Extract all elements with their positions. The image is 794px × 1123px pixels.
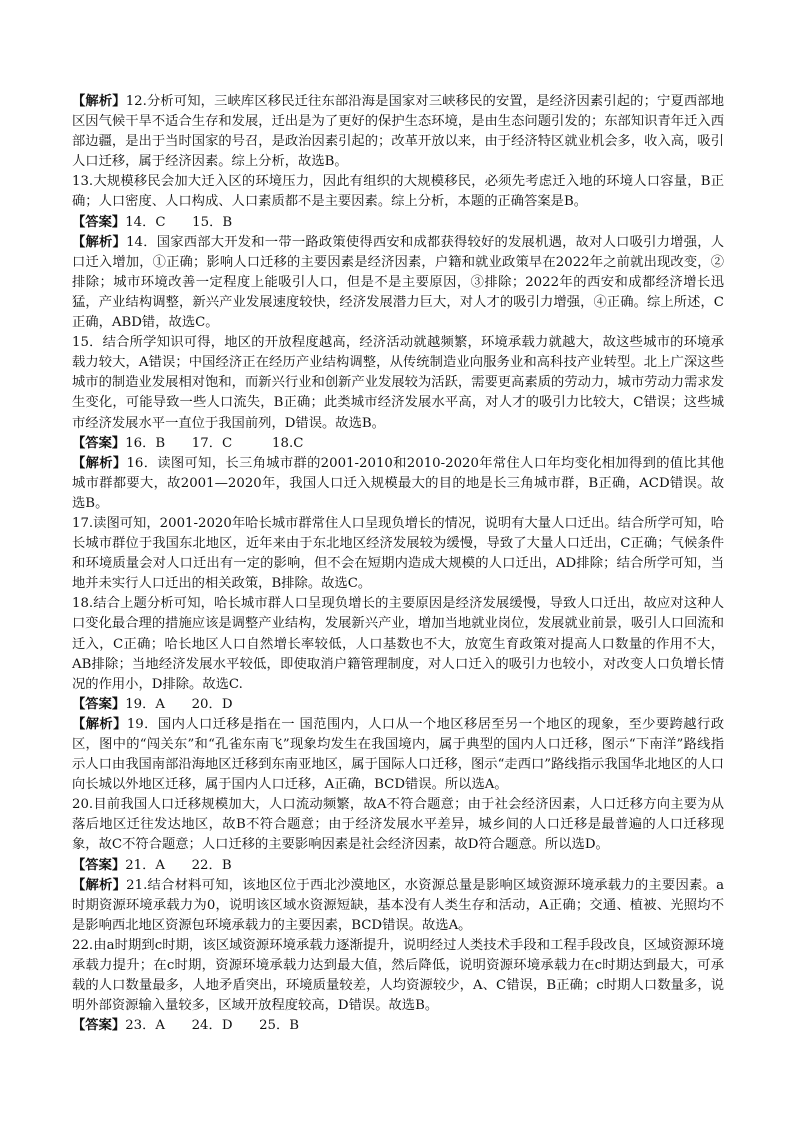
paragraph-text: 17.读图可知，2001-2020年哈长城市群常住人口呈现负增长的情况，说明有大量人口迁出。结合所学可知，哈长城市群位于我国东北地区，近年来由于东北地区经济发展较为缓慢，导致了大量人口迁出，C正确；气候条件和环境质量会对人口迁出有一定的影响，但不会在短期内造成大规模的人口迁出，AD排除；结合所学可知，当地并未实行人口迁出的相关政策，B排除。故选C。 <box>72 515 724 592</box>
answer-paragraph <box>72 233 724 333</box>
section-tag: 【解析】 <box>72 234 127 250</box>
answer-paragraph <box>72 936 724 1016</box>
paragraph-text: 23．A 24．D 25．B <box>125 1018 300 1034</box>
paragraph-text: 14．国家西部大开发和一带一路政策使得西安和成都获得较好的发展机遇，故对人口吸引力增强，人口迁入增加，①正确；影响人口迁移的主要因素是经济因素，户籍和就业政策早在2022年之前就出现改变，②排除；城市环境改善一定程度上能吸引人口，但是不是主要原因，③排除；2022年的西安和成都经济增长迅猛，产业结构调整，新兴产业发展速度较快，经济发展潜力巨大，对人才的吸引力增强，④正确。综上所述，C正确，ABD错，故选C。 <box>72 234 725 331</box>
paragraph-text: 16．读图可知，长三角城市群的2001-2010和2010-2020年常住人口年均变化相加得到的值比其他城市群都要大，故2001—2020年，我国人口迁入规模最大的目的地是长三角城市群，B正确，ACD错误。故选B。 <box>72 455 725 511</box>
answer-paragraph <box>72 92 724 172</box>
paragraph-text: 14．C 15．B <box>125 214 233 230</box>
answer-paragraph <box>72 454 724 514</box>
answer-paragraph <box>72 333 724 433</box>
answer-paragraph <box>72 434 724 454</box>
section-tag: 【答案】 <box>72 214 126 230</box>
answer-paragraph <box>72 514 724 594</box>
answer-paragraph <box>72 594 724 694</box>
paragraph-text: 21．A 22．B <box>125 857 232 873</box>
answer-paragraph <box>72 715 724 795</box>
paragraph-text: 20.目前我国人口迁移规模加大，人口流动频繁，故A不符合题意；由于社会经济因素，人口迁移方向主要为从落后地区迁往发达地区，故B不符合题意；由于经济发展水平差异，城乡间的人口迁移是最普遍的人口迁移现象，故C不符合题意；人口迁移的主要影响因素是社会经济因素，故D符合题意。所以选D。 <box>72 797 724 853</box>
section-tag: 【答案】 <box>72 696 126 712</box>
paragraph-text: 19．A 20．D <box>125 696 233 712</box>
answer-paragraph <box>72 1016 724 1036</box>
section-tag: 【解析】 <box>72 455 127 471</box>
paragraph-text: 18.结合上题分析可知，哈长城市群人口呈现负增长的主要原因是经济发展缓慢，导致人口迁出，故应对这种人口变化最合理的措施应该是调整产业结构，发展新兴产业，增加当地就业岗位，发展就业前景，吸引人口回流和迁入，C正确；哈长地区人口自然增长率较低，人口基数也不大，放宽生育政策对提高人口数量的作用不大，AB排除；当地经济发展水平较低，即使取消户籍管理制度，对人口迁入的吸引力也较小，对改变人口负增长情况的作用小，D排除。故选C. <box>72 596 724 692</box>
document-page <box>72 92 724 1036</box>
answer-paragraph <box>72 876 724 936</box>
section-tag: 【答案】 <box>72 857 126 873</box>
paragraph-text: 13.大规模移民会加大迁入区的环境压力，因此有组织的大规模移民，必须先考虑迁入地的环境人口容量，B正确；人口密度、人口构成、人口素质都不是主要因素。综上分析，本题的正确答案是B。 <box>72 174 724 210</box>
answer-paragraph <box>72 856 724 876</box>
section-tag: 【解析】 <box>72 877 127 893</box>
paragraph-text: 15．结合所学知识可得，地区的开放程度越高，经济活动就越频繁，环境承载力就越大，故这些城市的环境承载力较大，A错误；中国经济正在经历产业结构调整，从传统制造业向服务业和高科技产业转型。北上广深这些城市的制造业发展相对饱和，而新兴行业和创新产业发展较为活跃，需要更高素质的劳动力，城市劳动力需求发生变化，可能导致一些人口流失，B正确；此类城市经济发展水平高，对人才的吸引力比较大，C错误；这些城市经济发展水平一直位于我国前列，D错误。故选B。 <box>72 335 724 431</box>
section-tag: 【解析】 <box>72 716 127 732</box>
paragraph-text: 16．B 17．C 18.C <box>125 435 304 451</box>
paragraph-text: 21.结合材料可知，该地区位于西北沙漠地区，水资源总量是影响区域资源环境承载力的主要因素。a时期资源环境承载力为0，说明该区域水资源短缺，基本没有人类生存和活动，A正确；交通、植被、光照均不是影响西北地区资源包环境承载力的主要因素，BCD错误。故选A。 <box>72 877 725 933</box>
answer-paragraph <box>72 695 724 715</box>
answer-paragraph <box>72 795 724 855</box>
paragraph-text: 22.由a时期到c时期，该区域资源环境承载力逐渐提升，说明经过人类技术手段和工程手段改良，区域资源环境承载力提升；在c时期，资源环境承载力达到最大值，然后降低，说明资源环境承载力在c时期达到最大，可承载的人口数量最多，人地矛盾突出，环境质量较差，人均资源较少，A、C错误，B正确；c时期人口数量多，说明外部资源输入量较多，区域开放程度较高，D错误。故选B。 <box>72 937 724 1014</box>
answer-paragraph <box>72 172 724 212</box>
paragraph-text: 19．国内人口迁移是指在一 国范围内，人口从一个地区移居至另一个地区的现象，至少要跨越行政区，图中的“闯关东”和“孔雀东南飞”现象均发生在我国境内，属于典型的国内人口迁移，图示“下南洋”路线指示人口由我国南部沿海地区迁移到东南亚地区，属于国际人口迁移，图示“走西口”路线指示我国华北地区的人口向长城以外地区迁移，属于国内人口迁移，A正确，BCD错误。所以选A。 <box>72 716 724 793</box>
paragraph-text: 12.分析可知，三峡库区移民迁往东部沿海是国家对三峡移民的安置，是经济因素引起的；宁夏西部地区因气候干旱不适合生存和发展，迁出是为了更好的保护生态环境，是由生态问题引发的；东部知识青年迁入西部边疆，是出于当时国家的号召，是政治因素引起的；改革开放以来，由于经济特区就业机会多，收入高，吸引人口迁移，属于经济因素。综上分析，故选B。 <box>72 94 725 170</box>
section-tag: 【答案】 <box>72 435 126 451</box>
section-tag: 【解析】 <box>72 94 126 109</box>
section-tag: 【答案】 <box>72 1018 126 1034</box>
answer-paragraph <box>72 213 724 233</box>
